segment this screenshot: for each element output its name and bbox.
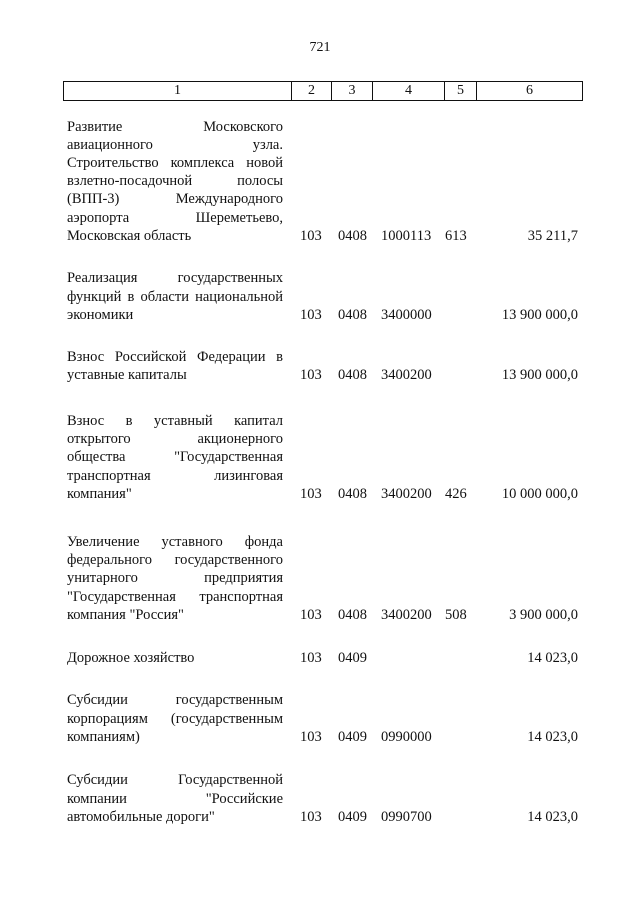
description-line: корпорациям (государственным bbox=[67, 710, 283, 727]
section-code: 0409 bbox=[338, 650, 367, 666]
description-line: транспортная лизинговая bbox=[67, 467, 283, 484]
column-header-3: 3 bbox=[332, 82, 373, 101]
description-line: авиационного узла. bbox=[67, 136, 283, 153]
description-line: функций в области национальной bbox=[67, 288, 283, 305]
target-code: 3400200 bbox=[381, 607, 432, 623]
description-line: Субсидии Государственной bbox=[67, 772, 283, 789]
description-line: компания "Россия" bbox=[67, 606, 184, 623]
ministry-code: 103 bbox=[300, 486, 322, 502]
description-line: Дорожное хозяйство bbox=[67, 649, 195, 666]
description-line: "Государственная транспортная bbox=[67, 588, 283, 605]
section-code: 0408 bbox=[338, 367, 367, 383]
target-code: 0990000 bbox=[381, 729, 432, 745]
description-line: Взнос в уставный капитал bbox=[67, 412, 283, 429]
description-line: автомобильные дороги" bbox=[67, 808, 215, 825]
description-line: Реализация государственных bbox=[67, 270, 283, 287]
description-line: (ВПП-3) Международного bbox=[67, 191, 283, 208]
column-header-6: 6 bbox=[477, 82, 583, 101]
ministry-code: 103 bbox=[300, 809, 322, 825]
amount: 14 023,0 bbox=[527, 650, 578, 666]
ministry-code: 103 bbox=[300, 607, 322, 623]
description-line: Увеличение уставного фонда bbox=[67, 533, 283, 550]
description-line: Развитие Московского bbox=[67, 118, 283, 135]
amount: 14 023,0 bbox=[527, 729, 578, 745]
target-code: 1000113 bbox=[381, 228, 432, 244]
description-line: уставные капиталы bbox=[67, 366, 187, 383]
description-line: аэропорта Шереметьево, bbox=[67, 209, 283, 226]
target-code: 3400200 bbox=[381, 486, 432, 502]
expense-type-code: 426 bbox=[445, 486, 467, 502]
description-line: открытого акционерного bbox=[67, 431, 283, 448]
ministry-code: 103 bbox=[300, 307, 322, 323]
column-header-4: 4 bbox=[373, 82, 445, 101]
column-header-5: 5 bbox=[445, 82, 477, 101]
description-line: унитарного предприятия bbox=[67, 570, 283, 587]
target-code: 3400200 bbox=[381, 367, 432, 383]
expense-type-code: 613 bbox=[445, 228, 467, 244]
amount: 3 900 000,0 bbox=[509, 607, 578, 623]
section-code: 0409 bbox=[338, 729, 367, 745]
target-code: 0990700 bbox=[381, 809, 432, 825]
description-line: компании "Российские bbox=[67, 790, 283, 807]
description-line: общества "Государственная bbox=[67, 449, 283, 466]
section-code: 0408 bbox=[338, 607, 367, 623]
amount: 14 023,0 bbox=[527, 809, 578, 825]
description-line: Взнос Российской Федерации в bbox=[67, 348, 283, 365]
amount: 13 900 000,0 bbox=[501, 307, 578, 323]
section-code: 0409 bbox=[338, 809, 367, 825]
description-line: компания" bbox=[67, 485, 132, 502]
description-line: компаниям) bbox=[67, 728, 140, 745]
amount: 10 000 000,0 bbox=[501, 486, 578, 502]
column-header-1: 1 bbox=[64, 82, 292, 101]
section-code: 0408 bbox=[338, 486, 367, 502]
description-line: взлетно-посадочной полосы bbox=[67, 173, 283, 190]
amount: 35 211,7 bbox=[527, 228, 578, 244]
expense-type-code: 508 bbox=[445, 607, 467, 623]
ministry-code: 103 bbox=[300, 367, 322, 383]
description-line: федерального государственного bbox=[67, 552, 283, 569]
section-code: 0408 bbox=[338, 228, 367, 244]
description-line: Строительство комплекса новой bbox=[67, 154, 283, 171]
description-line: Субсидии государственным bbox=[67, 692, 283, 709]
section-code: 0408 bbox=[338, 307, 367, 323]
target-code: 3400000 bbox=[381, 307, 432, 323]
description-line: экономики bbox=[67, 306, 134, 323]
amount: 13 900 000,0 bbox=[501, 367, 578, 383]
ministry-code: 103 bbox=[300, 729, 322, 745]
ministry-code: 103 bbox=[300, 650, 322, 666]
page-number: 721 bbox=[309, 40, 331, 55]
description-line: Московская область bbox=[67, 227, 192, 244]
row-description bbox=[67, 771, 283, 826]
ministry-code: 103 bbox=[300, 228, 322, 244]
column-header-2: 2 bbox=[292, 82, 332, 101]
